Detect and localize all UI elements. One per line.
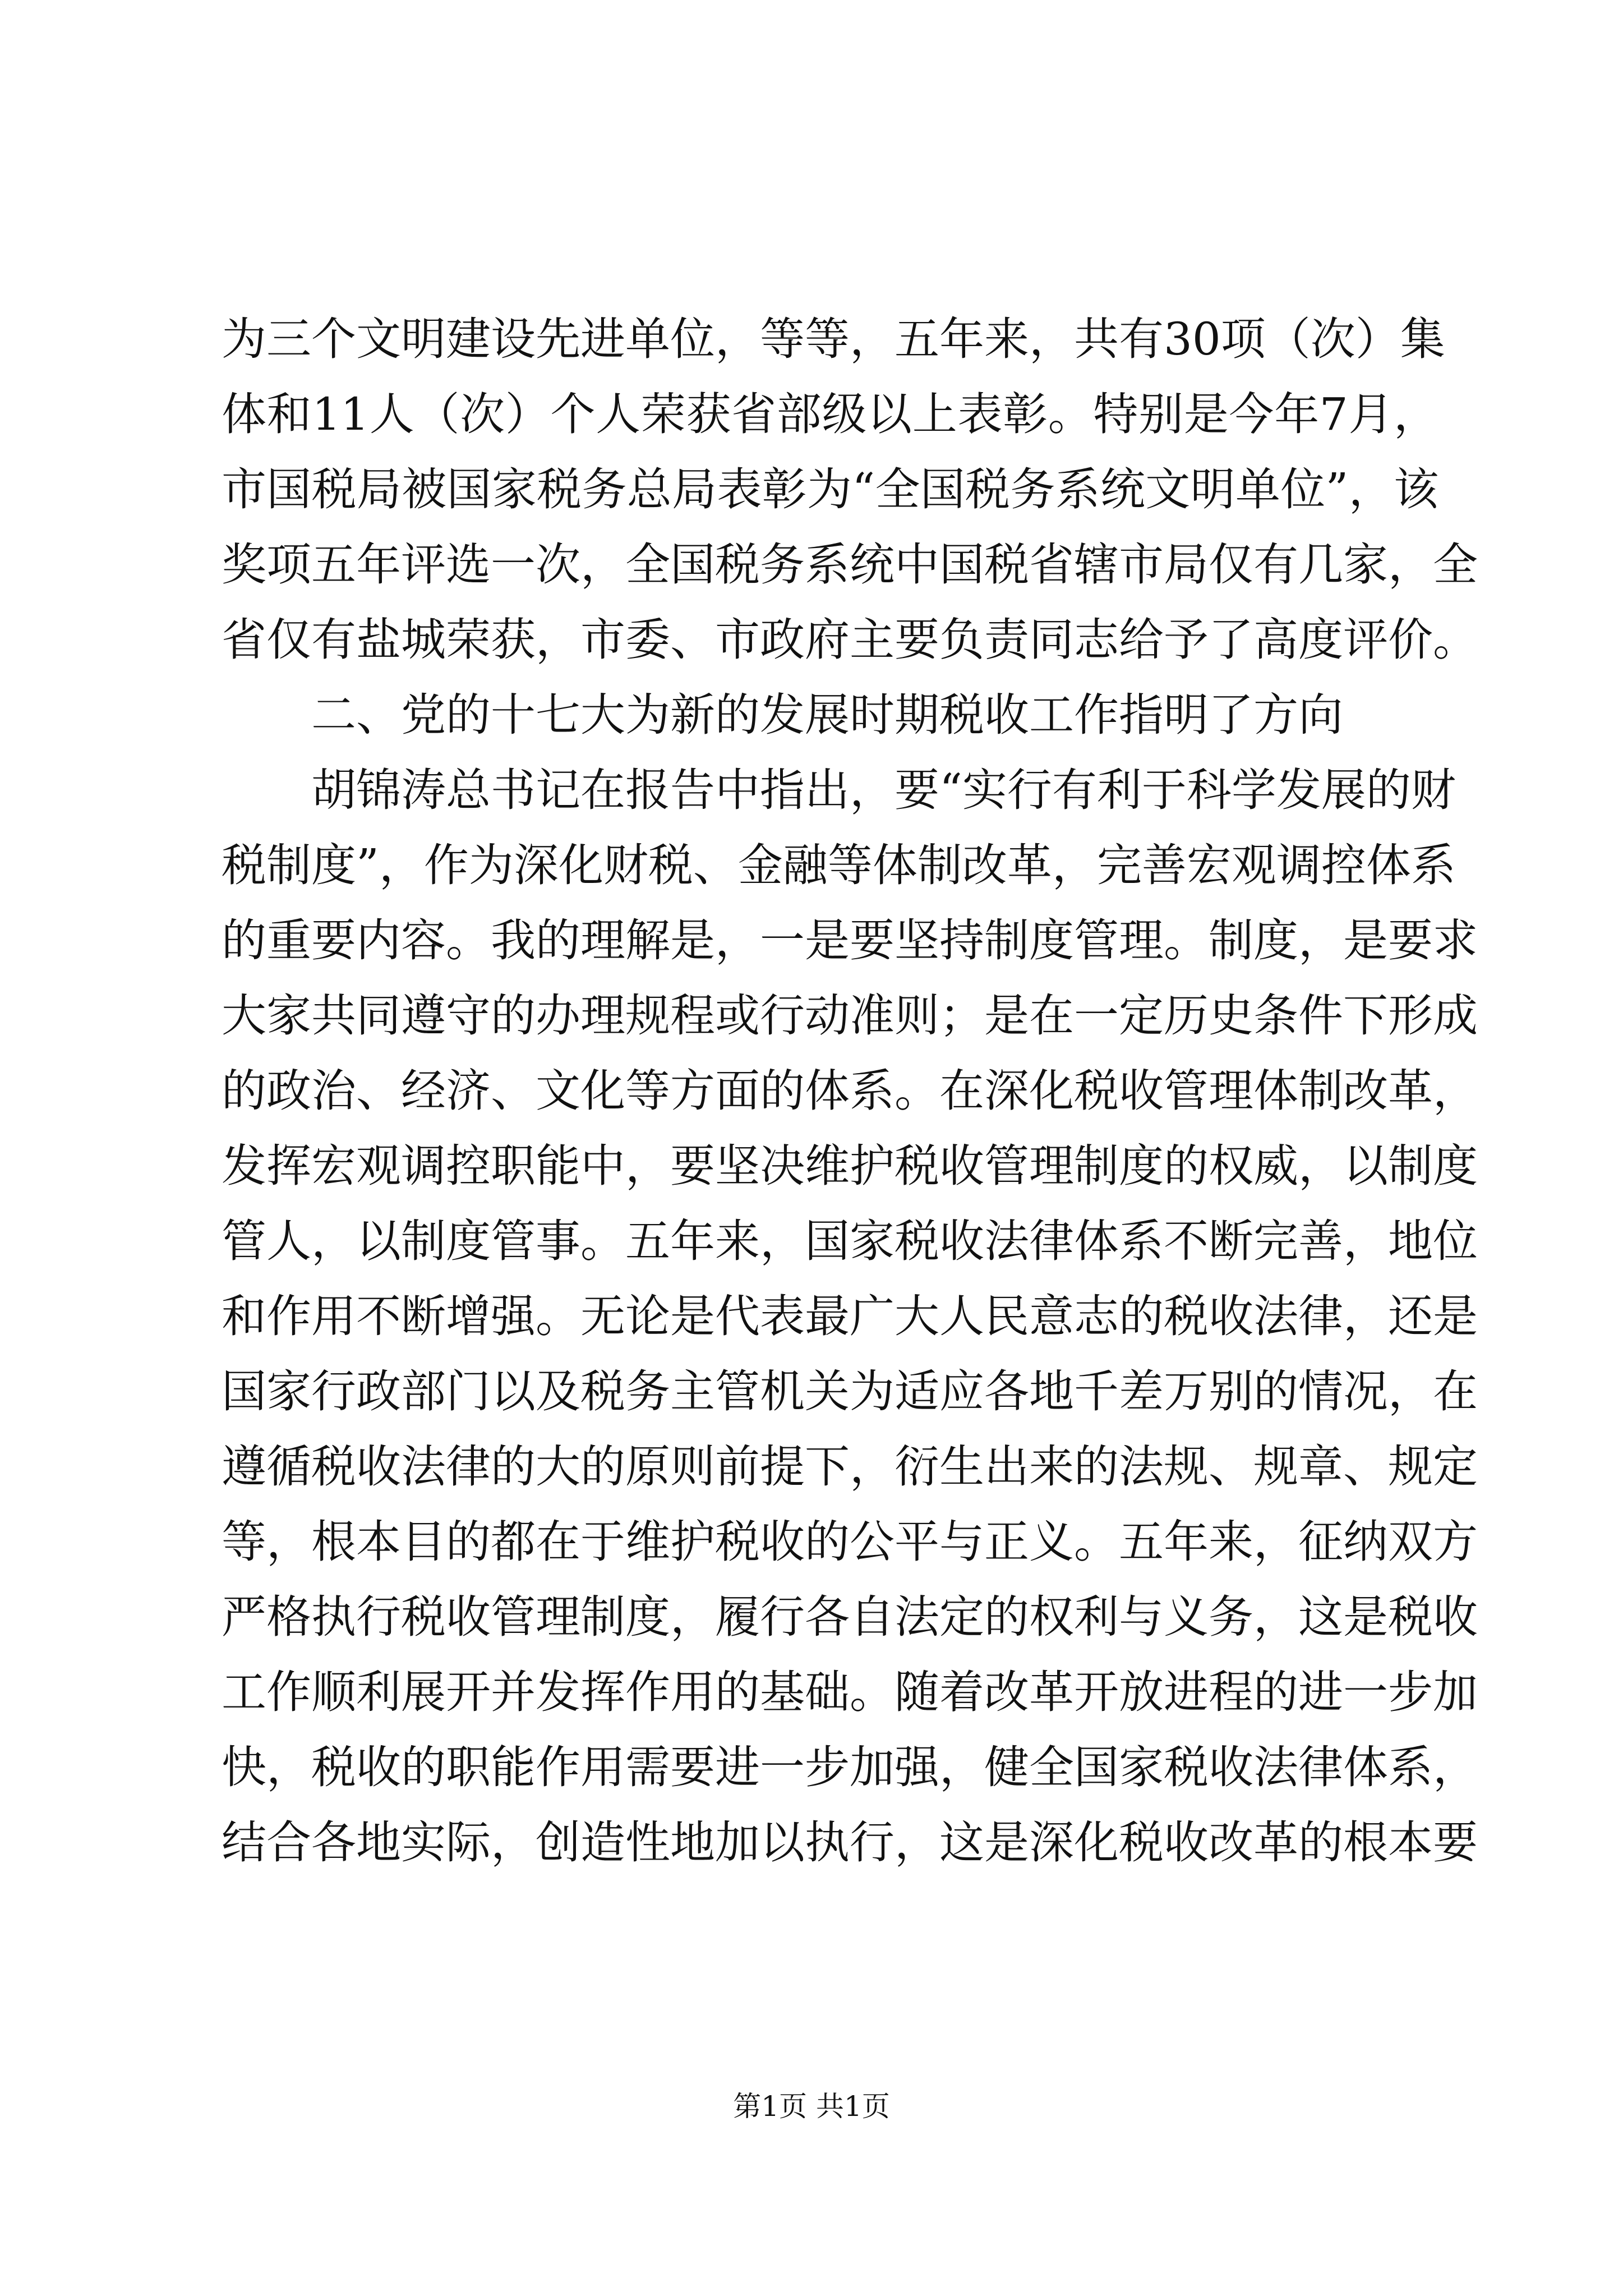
paragraph-line: 的重要内容。我的理解是，一是要坚持制度管理。制度，是要求 — [222, 914, 1478, 967]
paragraph-line: 发挥宏观调控职能中，要坚决维护税收管理制度的权威，以制度 — [222, 1140, 1478, 1192]
paragraph-line: 为三个文明建设先进单位，等等，五年来，共有30项（次）集 — [222, 313, 1445, 365]
paragraph-line: 和作用不断增强。无论是代表最广大人民意志的税收法律，还是 — [222, 1290, 1478, 1342]
paragraph-line: 胡锦涛总书记在报告中指出，要“实行有利于科学发展的财 — [311, 764, 1456, 816]
paragraph-line: 的政治、经济、文化等方面的体系。在深化税收管理体制改革， — [222, 1065, 1478, 1117]
paragraph-line: 国家行政部门以及税务主管机关为适应各地千差万别的情况，在 — [222, 1365, 1478, 1418]
paragraph-line: 遵循税收法律的大的原则前提下，衍生出来的法规、规章、规定 — [222, 1441, 1478, 1493]
document-body — [222, 302, 1478, 1880]
paragraph-line: 管人，以制度管事。五年来，国家税收法律体系不断完善，地位 — [222, 1215, 1478, 1267]
paragraph-line: 严格执行税收管理制度，履行各自法定的权利与义务，这是税收 — [222, 1591, 1478, 1643]
section-heading: 二、党的十七大为新的发展时期税收工作指明了方向 — [311, 689, 1343, 741]
paragraph-line: 奖项五年评选一次，全国税务系统中国税省辖市局仅有几家，全 — [222, 539, 1478, 591]
paragraph-line: 快，税收的职能作用需要进一步加强，健全国家税收法律体系， — [222, 1741, 1478, 1793]
paragraph-line: 结合各地实际，创造性地加以执行，这是深化税收改革的根本要 — [222, 1816, 1478, 1869]
paragraph-line: 工作顺利展开并发挥作用的基础。随着改革开放进程的进一步加 — [222, 1666, 1478, 1718]
paragraph-line: 市国税局被国家税务总局表彰为“全国税务系统文明单位”，该 — [222, 463, 1438, 516]
paragraph-line: 税制度”，作为深化财税、金融等体制改革，完善宏观调控体系 — [222, 839, 1456, 891]
paragraph-line: 体和11人（次）个人荣获省部级以上表彰。特别是今年7月， — [222, 388, 1438, 440]
paragraph-line: 省仅有盐城荣获，市委、市政府主要负责同志给予了高度评价。 — [222, 614, 1478, 666]
page-number-footer: 第1页 共1页 — [733, 2090, 890, 2123]
paragraph-line: 等，根本目的都在于维护税收的公平与正义。五年来，征纳双方 — [222, 1516, 1478, 1568]
paragraph-line: 大家共同遵守的办理规程或行动准则；是在一定历史条件下形成 — [222, 990, 1478, 1042]
